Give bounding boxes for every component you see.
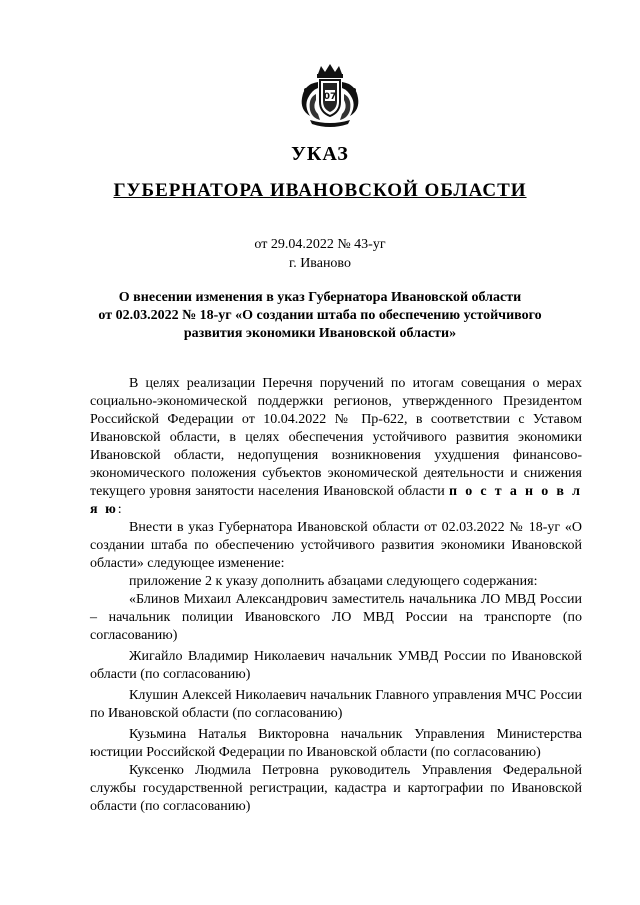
document-date-number: от 29.04.2022 № 43-уг: [254, 237, 386, 252]
ivanovo-coat-of-arms-icon: [290, 60, 370, 130]
member-paragraph: Куксенко Людмила Петровна руководитель Управления Федеральной службы государственной регистрации, кадастра и картографии по Ивановской области (по согласованию): [90, 763, 582, 814]
issuer-text: ГУБЕРНАТОРА ИВАНОВСКОЙ ОБЛАСТИ: [113, 180, 527, 201]
subject-line: развития экономики Ивановской области»: [183, 326, 457, 341]
amendment-paragraph: Внести в указ Губернатора Ивановской области от 02.03.2022 № 18-уг «О создании штаба по обеспечению устойчивого развития экономики Ивановской области» следующее изменение:: [90, 520, 582, 571]
member-paragraph: «Блинов Михаил Александрович заместитель начальника ЛО МВД России – начальник полиции Ивановского ЛО МВД России на транспорте (по согласованию): [90, 592, 582, 643]
member-paragraph: Клушин Алексей Николаевич начальник Главного управления МЧС России по Ивановской области (по согласованию): [90, 688, 582, 721]
svg-text:07: 07: [323, 92, 337, 102]
preamble-text: В целях реализации Перечня поручений по итогам совещания о мерах социально-экономической поддержки регионов, утвержденного Президентом Российской Федерации от 10.04.2022 № Пр-622, в соответствии с Уставом Ивановской области, в целях обеспечения устойчивого развития экономики Ивановской области, недопущения возникновения ухудшения финансово-экономического положения субъектов экономической деятельности и снижения текущего уровня занятости населения Ивановской области: [90, 376, 582, 499]
appendix-paragraph: приложение 2 к указу дополнить абзацами следующего содержания:: [129, 574, 538, 589]
document-subject: [80, 289, 560, 343]
subject-line: от 02.03.2022 № 18-уг «О создании штаба по обеспечению устойчивого: [98, 308, 542, 323]
member-paragraph: Жигайло Владимир Николаевич начальник УМВД России по Ивановской области (по согласованию): [90, 649, 582, 682]
decree-colon: :: [117, 502, 122, 517]
document-city: г. Иваново: [289, 256, 351, 271]
document-issuer: [0, 180, 640, 202]
document-title: УКАЗ: [291, 143, 349, 165]
member-paragraph: Кузьмина Наталья Викторовна начальник Управления Министерства юстиции Российской Федерации по Ивановской области (по согласованию): [90, 727, 582, 760]
preamble-paragraph: [90, 375, 582, 519]
document-body: [90, 375, 582, 816]
subject-line: О внесении изменения в указ Губернатора Ивановской области: [118, 290, 522, 305]
decree-word: п о с т а н о в л я ю: [90, 484, 582, 517]
